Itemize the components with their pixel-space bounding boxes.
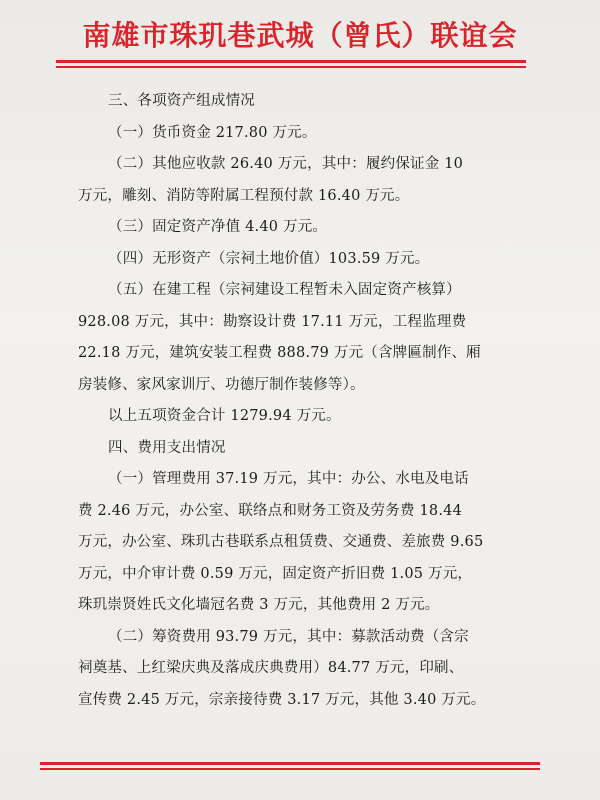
body-line: 万元，办公室、珠玑古巷联系点租赁费、交通费、差旅费 9.65: [78, 534, 484, 550]
document-body: [78, 86, 538, 716]
body-line: （五）在建工程（宗祠建设工程暂未入固定资产核算）: [108, 282, 461, 298]
body-line: 珠玑崇贤姓氏文化墙冠名费 3 万元，其他费用 2 万元。: [78, 597, 440, 613]
body-line: 以上五项资金合计 1279.94 万元。: [108, 408, 341, 424]
body-line: （四）无形资产（宗祠土地价值）103.59 万元。: [108, 250, 430, 267]
body-line: 费 2.46 万元，办公室、联络点和财务工资及劳务费 18.44: [78, 502, 463, 519]
body-line: 房装修、家风家训厅、功德厅制作装修等）。: [78, 376, 365, 393]
body-line: 22.18 万元，建筑安装工程费 888.79 万元（含牌匾制作、厢: [78, 345, 481, 361]
letterhead-rule-thin: [56, 66, 526, 68]
footer-rule-thick: [40, 762, 540, 765]
letterhead-rule-thick: [56, 60, 526, 63]
body-line: 万元，中介审计费 0.59 万元，固定资产折旧费 1.05 万元，: [78, 565, 473, 582]
body-line: 祠奠基、上红梁庆典及落成庆典费用）84.77 万元，印刷、: [78, 660, 464, 676]
body-line: 宣传费 2.45 万元，宗亲接待费 3.17 万元，其他 3.40 万元。: [78, 691, 486, 708]
body-line: 万元，雕刻、消防等附属工程预付款 16.40 万元。: [78, 187, 410, 204]
letterhead-title: 南雄市珠玑巷武城（曾氏）联谊会: [82, 19, 518, 52]
body-line: 928.08 万元，其中：勘察设计费 17.11 万元，工程监理费: [78, 313, 467, 330]
body-line: （一）管理费用 37.19 万元，其中：办公、水电及电话: [108, 471, 469, 487]
body-line: （一）货币资金 217.80 万元。: [108, 124, 317, 141]
body-line: 四、费用支出情况: [108, 439, 226, 456]
body-line: （二）其他应收款 26.40 万元，其中：履约保证金 10: [108, 156, 464, 172]
body-line: （三）固定资产净值 4.40 万元。: [108, 219, 328, 235]
body-line: （二）筹资费用 93.79 万元，其中：募款活动费（含宗: [108, 628, 469, 645]
body-line: 三、各项资产组成情况: [108, 93, 255, 109]
footer-rule-thin: [40, 768, 540, 770]
